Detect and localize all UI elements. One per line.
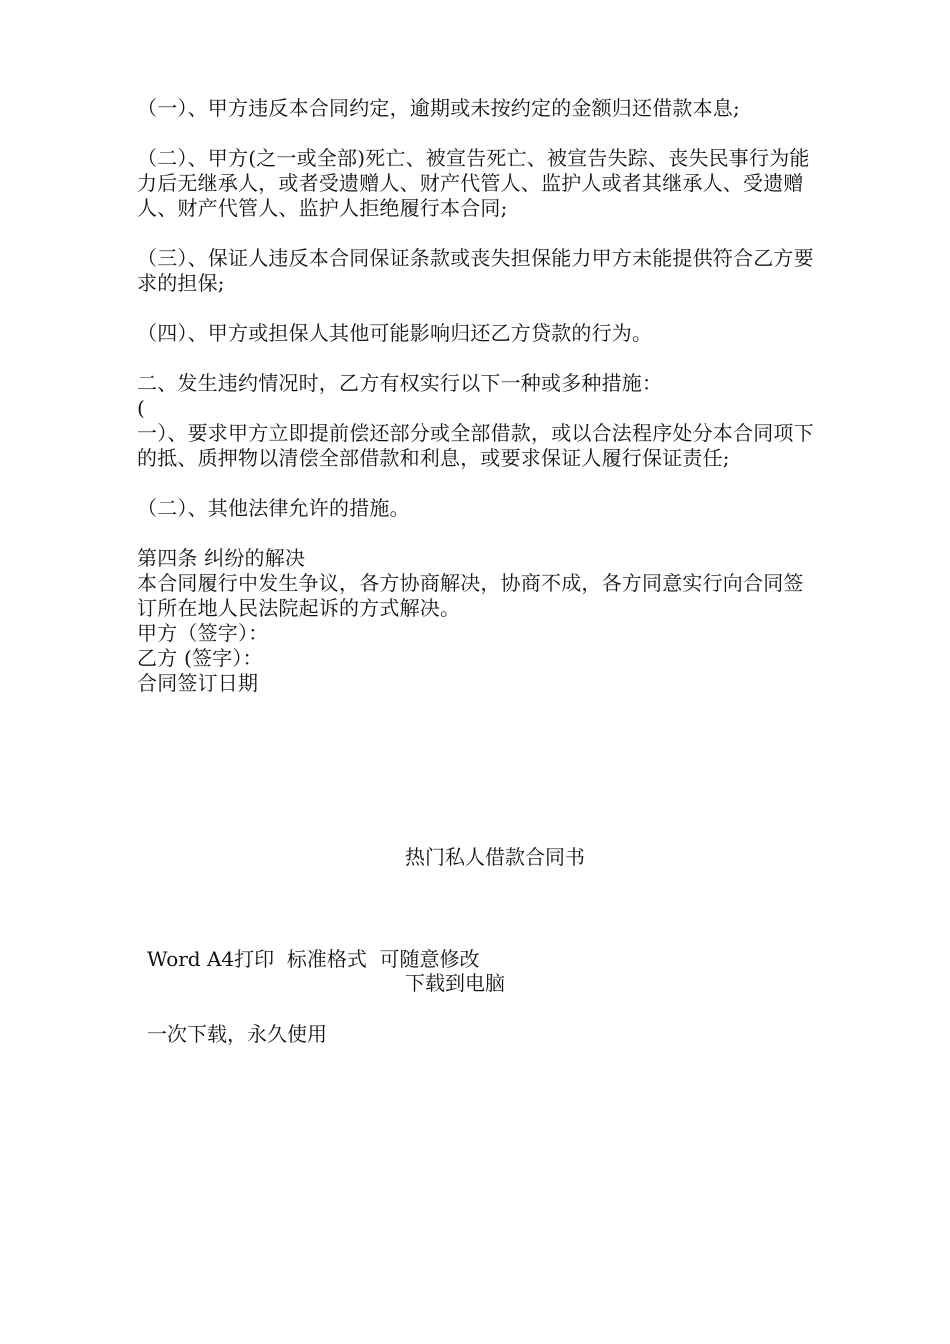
article-four-text: 本合同履行中发生争议，各方协商解决，协商不成，各方同意实行向合同签订所在地人民法院起诉的方式解决。 — [137, 571, 804, 620]
download-link[interactable]: 下载到电脑 — [405, 971, 505, 995]
clause-remedies-heading: 二、发生违约情况时，乙方有权实行以下一种或多种措施： — [137, 371, 663, 395]
clause-breach-2: （二）、甲方(之一或全部)死亡、被宣告死亡、被宣告失踪、丧失民事行为能力后无继承人，或者受遗赠人、财产代管人、监护人或者其继承人、受遗赠人、财产代管人、监护人拒绝履行本合同; — [137, 146, 810, 220]
clause-remedy-2: （二）、其他法律允许的措施。 — [137, 496, 410, 520]
promo-features — [147, 897, 480, 1097]
promo-feature-line: Word A4打印 标准格式 可随意修改 — [147, 947, 480, 971]
clause-breach-4: （四）、甲方或担保人其他可能影响归还乙方贷款的行为。 — [137, 321, 653, 345]
promo-title: 热门私人借款合同书 — [405, 845, 585, 869]
promo-feature-line: 一次下载，永久使用 — [147, 1022, 327, 1046]
party-b-signature: 乙方 (签字）： — [137, 646, 263, 670]
clause-remedy-1: 一）、要求甲方立即提前偿还部分或全部借款，或以合法程序处分本合同项下的抵、质押物以清偿全部借款和利息，或要求保证人履行保证责任; — [137, 421, 814, 470]
signing-date: 合同签订日期 — [137, 671, 259, 695]
contract-body — [137, 96, 822, 696]
clause-remedies-paren: ( — [137, 396, 146, 420]
article-four-heading: 第四条 纠纷的解决 — [137, 546, 306, 570]
clause-breach-1: （一）、甲方违反本合同约定，逾期或未按约定的金额归还借款本息; — [137, 96, 740, 120]
party-a-signature: 甲方（签字）： — [137, 621, 269, 645]
clause-breach-3: （三）、保证人违反本合同保证条款或丧失担保能力甲方未能提供符合乙方要求的担保; — [137, 246, 814, 295]
